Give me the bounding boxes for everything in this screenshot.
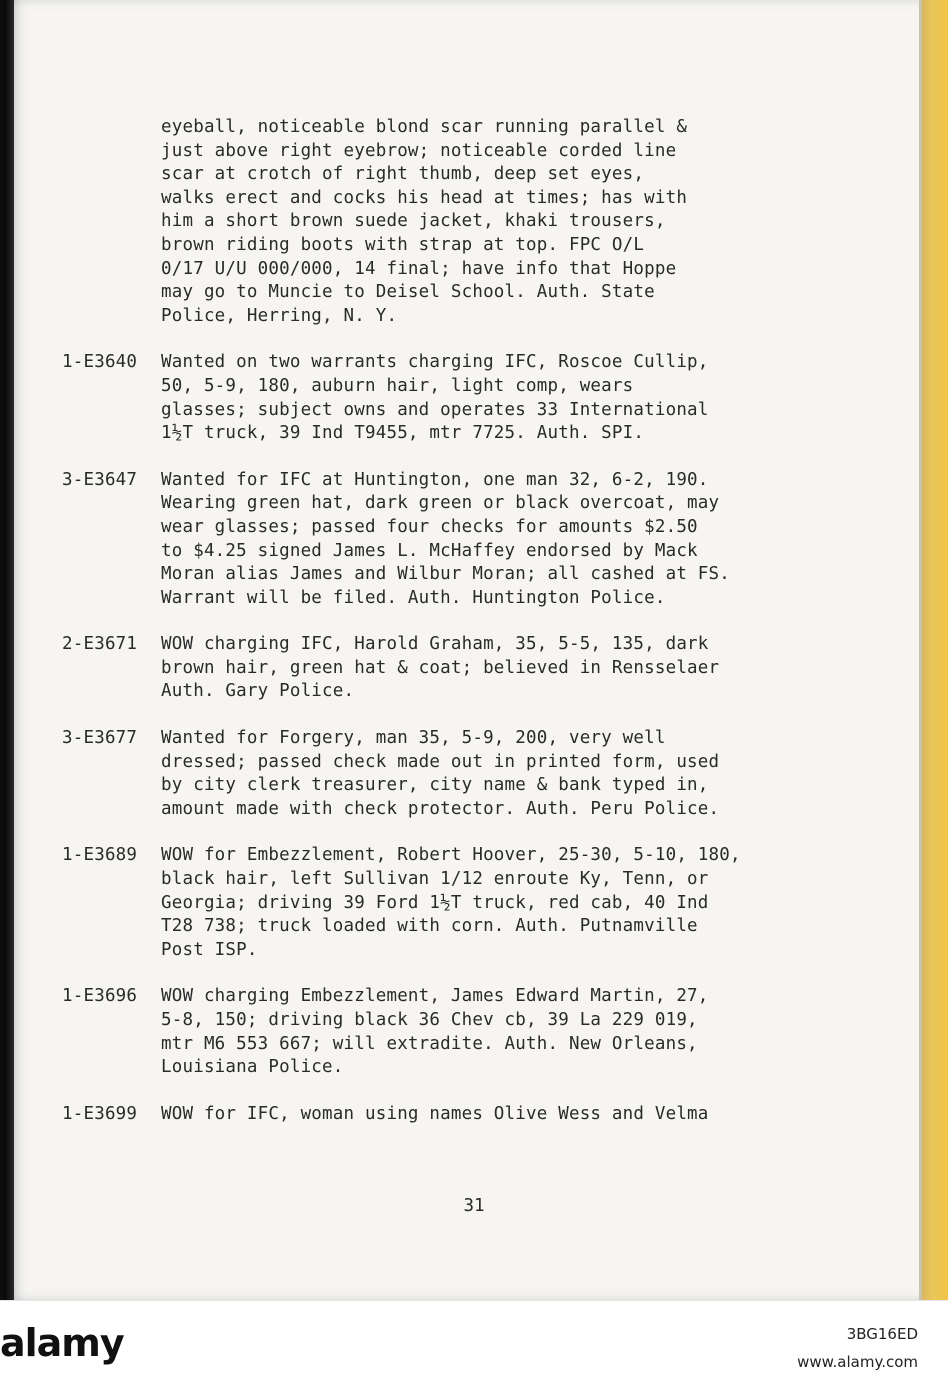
text-line: him a short brown suede jacket, khaki trousers,	[161, 211, 666, 232]
text-line: WOW for Embezzlement, Robert Hoover, 25-30, 5-10, 180,	[161, 845, 741, 866]
text-line: walks erect and cocks his head at times; has with	[161, 187, 688, 208]
text-line: to $4.25 signed James L. McHaffey endorsed by Mack	[161, 540, 698, 561]
text-line: Warrant will be filed. Auth. Huntington Police.	[161, 587, 666, 608]
continued-entry-lines	[161, 116, 882, 328]
text-line: Post ISP.	[161, 939, 258, 960]
text-line: may go to Muncie to Deisel School. Auth. State	[161, 282, 655, 303]
text-line: just above right eyebrow; noticeable corded line	[161, 140, 677, 161]
alamy-logo: alamy	[0, 1321, 124, 1365]
text-line: black hair, left Sullivan 1/12 enroute Ky, Tenn, or	[161, 869, 709, 890]
stock-footer	[0, 1300, 948, 1391]
text-line: wear glasses; passed four checks for amounts $2.50	[161, 516, 698, 537]
entries-list	[62, 351, 882, 1126]
site-url: www.alamy.com	[797, 1353, 918, 1371]
image-id: 3BG16ED	[846, 1325, 918, 1343]
text-line: Moran alias James and Wilbur Moran; all cashed at FS.	[161, 564, 731, 585]
text-line: WOW charging Embezzlement, James Edward Martin, 27,	[161, 986, 709, 1007]
text-line: T28 738; truck loaded with corn. Auth. Putnamville	[161, 916, 698, 937]
entry-text	[161, 844, 882, 962]
text-line: amount made with check protector. Auth. Peru Police.	[161, 798, 720, 819]
entry-text	[161, 1103, 882, 1127]
entry-code: 3-E3647	[62, 469, 138, 490]
text-line: 0/17 U/U 000/000, 14 final; have info that Hoppe	[161, 258, 677, 279]
text-line: Police, Herring, N. Y.	[161, 305, 398, 326]
yellow-page-edge	[922, 0, 948, 1300]
continued-entry	[62, 116, 882, 328]
text-line: brown riding boots with strap at top. FPC O/L	[161, 234, 645, 255]
entry-text	[161, 633, 882, 704]
text-line: 50, 5-9, 180, auburn hair, light comp, wears	[161, 375, 634, 396]
text-line: glasses; subject owns and operates 33 International	[161, 399, 709, 420]
entry-code: 2-E3671	[62, 634, 138, 655]
bulletin-entry	[62, 844, 882, 962]
page-binding-shadow	[4, 0, 14, 1300]
entry-code: 1-E3699	[62, 1103, 138, 1124]
bulletin-entry	[62, 633, 882, 704]
bulletin-entry	[62, 469, 882, 611]
text-line: Wanted on two warrants charging IFC, Roscoe Cullip,	[161, 352, 709, 373]
bulletin-entry	[62, 985, 882, 1079]
text-line: scar at crotch of right thumb, deep set eyes,	[161, 164, 645, 185]
text-line: WOW for IFC, woman using names Olive Wess and Velma	[161, 1103, 709, 1124]
text-line: brown hair, green hat & coat; believed in Rensselaer	[161, 657, 720, 678]
text-line: by city clerk treasurer, city name & bank typed in,	[161, 775, 709, 796]
bulletin-entry	[62, 351, 882, 445]
entry-text	[161, 985, 882, 1079]
text-line: WOW charging IFC, Harold Graham, 35, 5-5, 135, dark	[161, 634, 709, 655]
text-line: 1½T truck, 39 Ind T9455, mtr 7725. Auth. SPI.	[161, 423, 645, 444]
text-line: 5-8, 150; driving black 36 Chev cb, 39 La 229 019,	[161, 1010, 698, 1030]
text-line: Wearing green hat, dark green or black overcoat, may	[161, 493, 720, 514]
page-number: 31	[463, 1196, 485, 1216]
entry-text	[161, 469, 882, 611]
text-line: dressed; passed check made out in printed form, used	[161, 751, 720, 772]
entry-code: 1-E3640	[62, 352, 138, 373]
entry-code: 1-E3696	[62, 986, 138, 1007]
text-line: Wanted for IFC at Huntington, one man 32, 6-2, 190.	[161, 469, 709, 490]
bulletin-entry	[62, 1103, 882, 1127]
text-line: eyeball, noticeable blond scar running parallel &	[161, 117, 688, 137]
text-line: Georgia; driving 39 Ford 1½T truck, red cab, 40 Ind	[161, 892, 709, 913]
entry-code: 3-E3677	[62, 728, 138, 749]
entry-text	[161, 727, 882, 821]
entry-text	[161, 351, 882, 445]
entry-code: 1-E3689	[62, 845, 138, 866]
bulletin-entry	[62, 727, 882, 821]
text-line: Auth. Gary Police.	[161, 681, 355, 702]
typewritten-text	[62, 116, 882, 1149]
text-line: Louisiana Police.	[161, 1057, 344, 1078]
text-line: mtr M6 553 667; will extradite. Auth. New Orleans,	[161, 1033, 698, 1054]
text-line: Wanted for Forgery, man 35, 5-9, 200, very well	[161, 728, 666, 749]
